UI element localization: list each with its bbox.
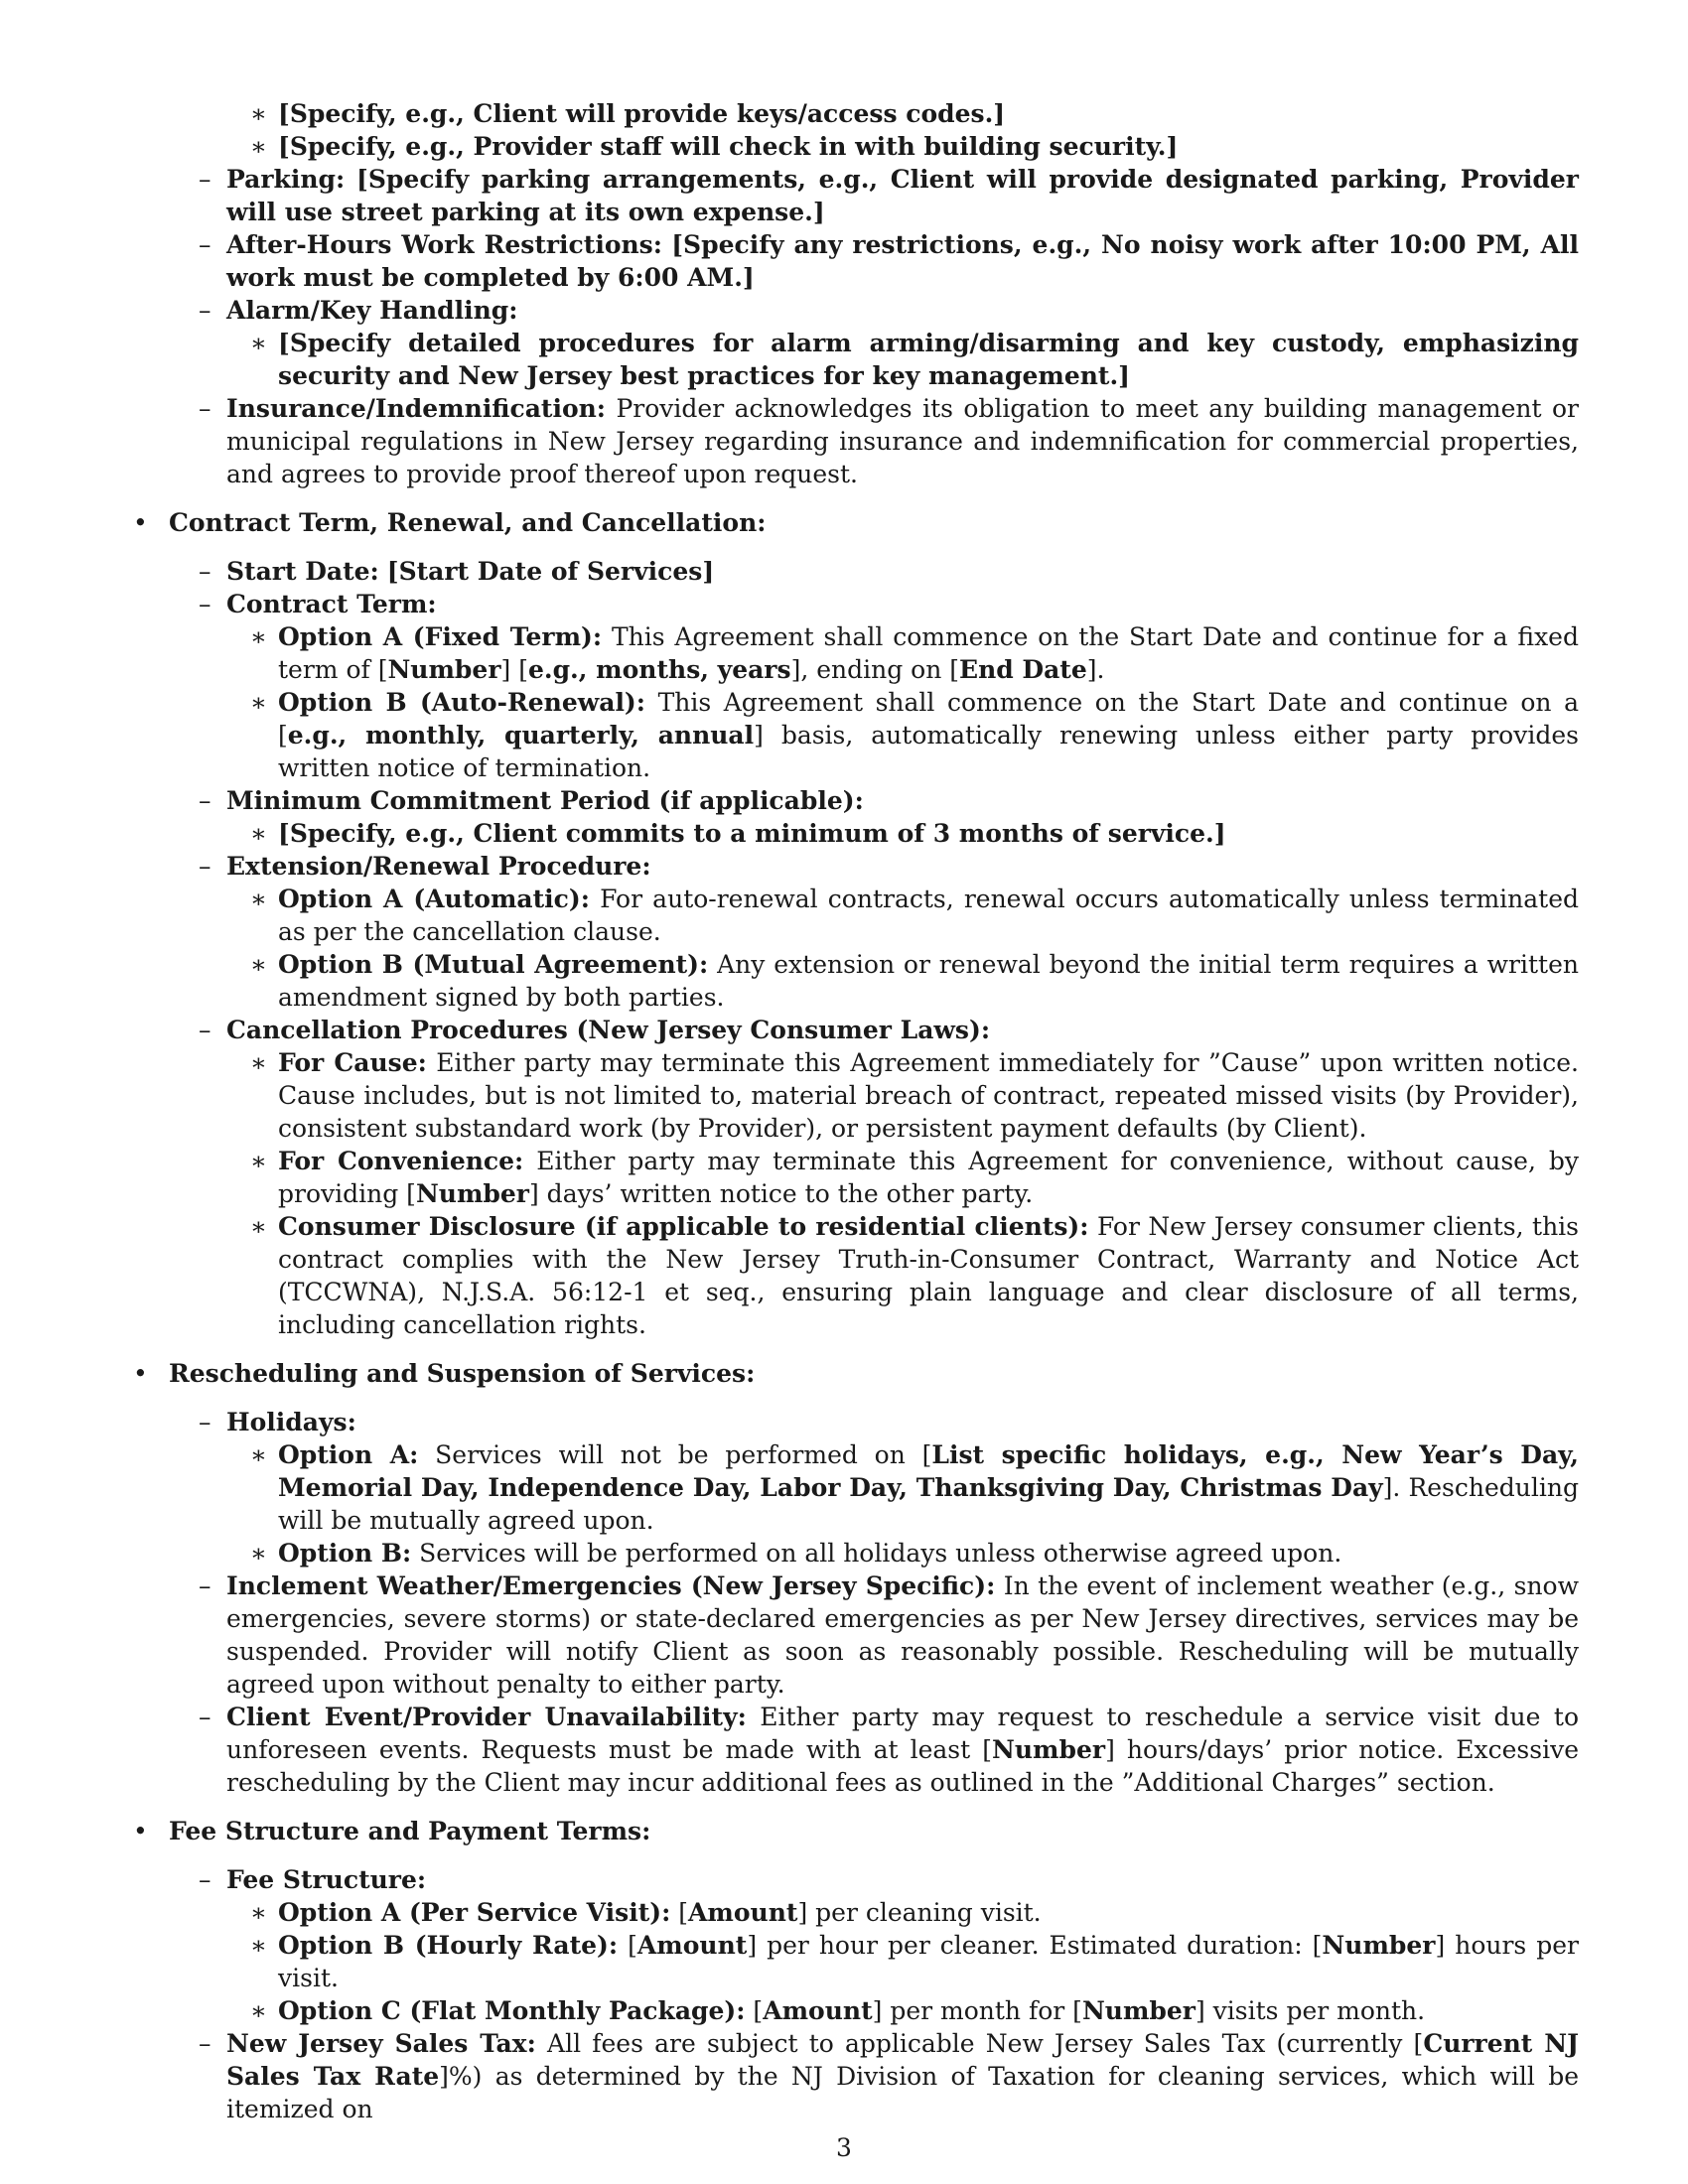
rescheduling-section [129, 1357, 1579, 1799]
contract-term-item: – Contract Term: ∗ Option A (Fixed Term): This Agreement shall commence on the Start Date and continue for a fixed term of [Number] [e.g., months, years], ending on [End Date]. ∗ Option B (Auto-Renewal): This Agreement shall commence on the Start Date and continue on a [e.g., monthly, quarterly, annual] basis, automatically renewing unless either party provides written notice of termination. [169, 588, 1579, 784]
cancellation-item: – Cancellation Procedures (New Jersey Consumer Laws): ∗ For Cause: Either party may terminate this Agreement immediately for ”Cause” upon written notice. Cause includes, but is not limited to, material breach of contract, repeated missed visits (by Provider), consistent substandard work (by Provider), or persistent payment defaults (by Client). ∗ For Convenience: Either party may terminate this Agreement for convenience, without cause, by providing [Number] days’ written notice to the other party. ∗ Consumer Disclosure (if applicable to residential clients): For New Jersey consumer clients, this contract complies with the New Jersey Truth-in-Consumer Contract, Warranty and Notice Act (TCCWNA), N.J.S.A. 56:12-1 et seq., ensuring plain language and clear disclosure of all terms, including cancellation rights. [169, 1014, 1579, 1341]
holiday-option-a: ∗ Option A: Services will not be performed on [List specific holidays, e.g., New Year’s Day, Memorial Day, Independence Day, Labor Day, Thanksgiving Day, Christmas Day]. Rescheduling will be mutually agreed upon. [226, 1438, 1579, 1537]
minimum-commitment-spec: ∗ [Specify, e.g., Client commits to a minimum of 3 months of service.] [226, 817, 1579, 850]
holiday-options [226, 1438, 1579, 1570]
option-fixed-term: ∗ Option A (Fixed Term): This Agreement shall commence on the Start Date and continue for a fixed term of [Number] [e.g., months, years], ending on [End Date]. [226, 620, 1579, 686]
extension-options [226, 883, 1579, 1014]
fee-option-b: ∗ Option B (Hourly Rate): [Amount] per hour per cleaner. Estimated duration: [Number] hours per visit. [226, 1929, 1579, 1994]
rescheduling-subsections [169, 1406, 1579, 1799]
fee-structure-item: – Fee Structure: ∗ Option A (Per Service Visit): [Amount] per cleaning visit. ∗ Option B (Hourly Rate): [Amount] per hour per cleaner. Estimated duration: [Number] hours per visit. ∗ Option C (Flat Monthly Package): [Amount] per month for [Number] visits per month. [169, 1863, 1579, 2027]
fee-option-a: ∗ Option A (Per Service Visit): [Amount] per cleaning visit. [226, 1896, 1579, 1929]
inclement-weather-item: – Inclement Weather/Emergencies (New Jersey Specific): In the event of inclement weather (e.g., snow emergencies, severe storms) or state-declared emergencies as per New Jersey directives, services may be suspended. Provider will notify Client as soon as reasonably possible. Rescheduling will be mutually agreed upon without penalty to either party. [169, 1570, 1579, 1701]
contract-term-options [226, 620, 1579, 784]
fee-section [129, 1815, 1579, 2125]
client-event-item: – Client Event/Provider Unavailability: Either party may request to reschedule a service visit due to unforeseen events. Requests must be made with at least [Number] hours/days’ prior notice. Excessive rescheduling by the Client may incur additional fees as outlined in the ”Additional Charges” section. [169, 1701, 1579, 1799]
consumer-disclosure: ∗ Consumer Disclosure (if applicable to residential clients): For New Jersey consumer clients, this contract complies with the New Jersey Truth-in-Consumer Contract, Warranty and Notice Act (TCCWNA), N.J.S.A. 56:12-1 et seq., ensuring plain language and clear disclosure of all terms, including cancellation rights. [226, 1210, 1579, 1341]
contract-section [129, 506, 1579, 1341]
rescheduling-heading: Rescheduling and Suspension of Services: [169, 1359, 756, 1388]
access-item-keys: ∗ [Specify, e.g., Client will provide keys/access codes.] [226, 97, 1579, 130]
option-mutual-agreement: ∗ Option B (Mutual Agreement): Any extension or renewal beyond the initial term requires a written amendment signed by both parties. [226, 948, 1579, 1014]
main-list [129, 97, 1579, 2125]
continued-section [129, 97, 1579, 490]
page-number: 3 [836, 2133, 852, 2162]
fee-subsections [169, 1863, 1579, 2125]
continued-subsections [169, 97, 1579, 490]
fee-option-c: ∗ Option C (Flat Monthly Package): [Amount] per month for [Number] visits per month. [226, 1994, 1579, 2027]
extension-renewal-item: – Extension/Renewal Procedure: ∗ Option A (Automatic): For auto-renewal contracts, renewal occurs automatically unless terminated as per the cancellation clause. ∗ Option B (Mutual Agreement): Any extension or renewal beyond the initial term requires a written amendment signed by both parties. [169, 850, 1579, 1014]
holidays-item: – Holidays: ∗ Option A: Services will not be performed on [List specific holidays, e.g., New Year’s Day, Memorial Day, Independence Day, Labor Day, Thanksgiving Day, Christmas Day]. Rescheduling will be mutually agreed upon. ∗ Option B: Services will be performed on all holidays unless otherwise agreed upon. [169, 1406, 1579, 1570]
minimum-commitment-item: – Minimum Commitment Period (if applicable): ∗ [Specify, e.g., Client commits to a minimum of 3 months of service.] [169, 784, 1579, 850]
page-content [129, 97, 1579, 2125]
option-auto-renewal: ∗ Option B (Auto-Renewal): This Agreement shall commence on the Start Date and continue on a [e.g., monthly, quarterly, annual] basis, automatically renewing unless either party provides written notice of termination. [226, 686, 1579, 784]
fee-heading: Fee Structure and Payment Terms: [169, 1817, 651, 1845]
after-hours-item: – After-Hours Work Restrictions: [Specify any restrictions, e.g., No noisy work after 10:00 PM, All work must be completed by 6:00 AM.] [169, 228, 1579, 294]
minimum-commitment-sublist [226, 817, 1579, 850]
alarm-sublist [226, 327, 1579, 392]
cancellation-options [226, 1046, 1579, 1341]
access-sublist [226, 97, 1579, 163]
start-date-item: – Start Date: [Start Date of Services] [169, 555, 1579, 588]
for-cause: ∗ For Cause: Either party may terminate this Agreement immediately for ”Cause” upon written notice. Cause includes, but is not limited to, material breach of contract, repeated missed visits (by Provider), consistent substandard work (by Provider), or persistent payment defaults (by Client). [226, 1046, 1579, 1145]
parking-item: – Parking: [Specify parking arrangements, e.g., Client will provide designated parking, Provider will use street parking at its own expense.] [169, 163, 1579, 228]
alarm-procedure: ∗ [Specify detailed procedures for alarm arming/disarming and key custody, emphasizing security and New Jersey best practices for key management.] [226, 327, 1579, 392]
option-automatic: ∗ Option A (Automatic): For auto-renewal contracts, renewal occurs automatically unless terminated as per the cancellation clause. [226, 883, 1579, 948]
contract-subsections [169, 555, 1579, 1341]
contract-heading: Contract Term, Renewal, and Cancellation: [169, 508, 767, 537]
access-item-security: ∗ [Specify, e.g., Provider staff will check in with building security.] [226, 130, 1579, 163]
sales-tax-item: – New Jersey Sales Tax: All fees are subject to applicable New Jersey Sales Tax (currently [Current NJ Sales Tax Rate]%) as determined by the NJ Division of Taxation for cleaning services, which will be itemized on [169, 2027, 1579, 2125]
for-convenience: ∗ For Convenience: Either party may terminate this Agreement for convenience, without cause, by providing [Number] days’ written notice to the other party. [226, 1145, 1579, 1210]
alarm-key-item: – Alarm/Key Handling: ∗ [Specify detailed procedures for alarm arming/disarming and key custody, emphasizing security and New Jersey best practices for key management.] [169, 294, 1579, 392]
insurance-item: – Insurance/Indemnification: Provider acknowledges its obligation to meet any building management or municipal regulations in New Jersey regarding insurance and indemnification for commercial properties, and agrees to provide proof thereof upon request. [169, 392, 1579, 490]
fee-options [226, 1896, 1579, 2027]
holiday-option-b: ∗ Option B: Services will be performed on all holidays unless otherwise agreed upon. [226, 1537, 1579, 1570]
continued-access-item [169, 97, 1579, 163]
